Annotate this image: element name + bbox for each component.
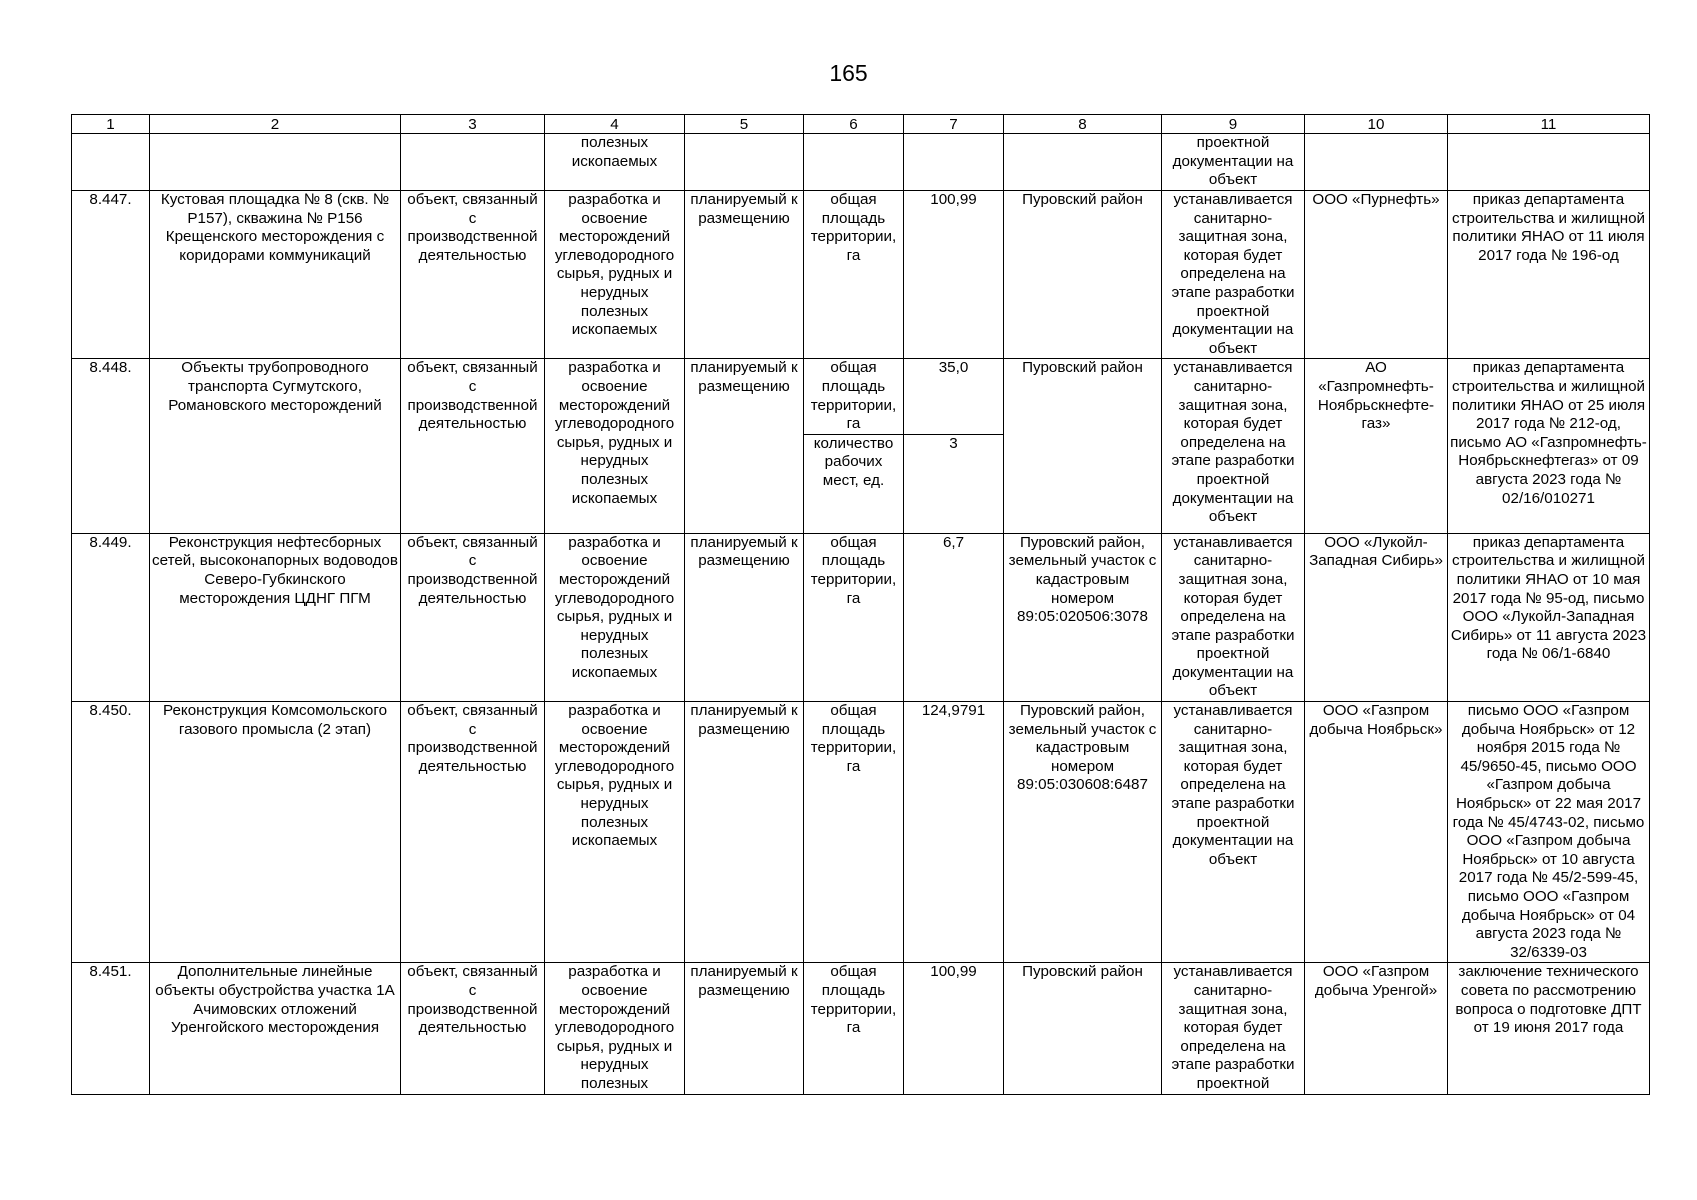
column-header: 8 — [1004, 115, 1162, 134]
object-name: Реконструкция нефтесборных сетей, высоконапорных водоводов Северо-Губкинского месторождения ЦДНГ ПГМ — [150, 533, 401, 701]
object-type: объект, связанный с производственной деятельностью — [401, 702, 545, 963]
column-header: 2 — [150, 115, 401, 134]
object-name: Кустовая площадка № 8 (скв. № Р157), скважина № Р156 Крещенского месторождения с коридорами коммуникаций — [150, 191, 401, 359]
column-header: 5 — [685, 115, 804, 134]
characteristic-value: 35,0 — [904, 359, 1004, 434]
row-number: 8.451. — [72, 963, 150, 1094]
basis-document: приказ департамента строительства и жилищной политики ЯНАО от 11 июля 2017 года № 196-од — [1448, 191, 1650, 359]
characteristic-value: 124,9791 — [904, 702, 1004, 963]
zone-description: устанавливается санитарно-защитная зона, которая будет определена на этапе разработки проектной документации на объект — [1162, 702, 1305, 963]
zone-description: устанавливается санитарно-защитная зона, которая будет определена на этапе разработки проектной документации на объект — [1162, 359, 1305, 533]
object-name: Реконструкция Комсомольского газового промысла (2 этап) — [150, 702, 401, 963]
table-cell — [401, 134, 545, 191]
characteristic-name: общая площадь территории, га — [804, 191, 904, 359]
column-number-row — [72, 115, 1650, 134]
row-number: 8.449. — [72, 533, 150, 701]
object-name: Дополнительные линейные объекты обустройства участка 1А Ачимовских отложений Уренгойского месторождения — [150, 963, 401, 1094]
zone-description: устанавливается санитарно-защитная зона, которая будет определена на этапе разработки проектной — [1162, 963, 1305, 1094]
characteristic-name: общая площадь территории, га — [804, 963, 904, 1094]
object-purpose: разработка и освоение месторождений углеводородного сырья, рудных и нерудных полезных ископаемых — [545, 191, 685, 359]
table-row — [72, 191, 1650, 359]
object-status: планируемый к размещению — [685, 191, 804, 359]
table-row — [72, 702, 1650, 963]
basis-document: приказ департамента строительства и жилищной политики ЯНАО от 10 мая 2017 года № 95-од, письмо ООО «Лукойл-Западная Сибирь» от 11 августа 2023 года № 06/1-6840 — [1448, 533, 1650, 701]
object-location: Пуровский район — [1004, 963, 1162, 1094]
characteristic-value-2: 3 — [904, 434, 1004, 533]
zone-description: устанавливается санитарно-защитная зона, которая будет определена на этапе разработки проектной документации на объект — [1162, 191, 1305, 359]
column-header: 10 — [1305, 115, 1448, 134]
table-cell — [150, 134, 401, 191]
row-number: 8.447. — [72, 191, 150, 359]
basis-document: заключение технического совета по рассмотрению вопроса о подготовке ДПТ от 19 июня 2017 года — [1448, 963, 1650, 1094]
table-cell — [804, 134, 904, 191]
organization: ООО «Пурнефть» — [1305, 191, 1448, 359]
basis-document: письмо ООО «Газпром добыча Ноябрьск» от 12 ноября 2015 года № 45/9650-45, письмо ООО «Газпром добыча Ноябрьск» от 22 мая 2017 года № 45/4743-02, письмо ООО «Газпром добыча Ноябрьск» от 10 августа 2017 года № 45/2-599-45, письмо ООО «Газпром добыча Ноябрьск» от 04 августа 2023 года № 32/6339-03 — [1448, 702, 1650, 963]
column-header: 4 — [545, 115, 685, 134]
organization: ООО «Газпром добыча Ноябрьск» — [1305, 702, 1448, 963]
objects-table — [71, 114, 1650, 1095]
object-location: Пуровский район — [1004, 359, 1162, 533]
column-header: 1 — [72, 115, 150, 134]
table-cell — [904, 134, 1004, 191]
table-cell — [685, 134, 804, 191]
table-row — [72, 963, 1650, 1094]
characteristic-name: общая площадь территории, га — [804, 702, 904, 963]
characteristic-name: общая площадь территории, га — [804, 359, 904, 434]
object-status: планируемый к размещению — [685, 702, 804, 963]
page-number: 165 — [829, 60, 868, 86]
object-purpose: разработка и освоение месторождений углеводородного сырья, рудных и нерудных полезных — [545, 963, 685, 1094]
table-cell — [1004, 134, 1162, 191]
characteristic-name-2: количество рабочих мест, ед. — [804, 434, 904, 533]
zone-description: устанавливается санитарно-защитная зона, которая будет определена на этапе разработки проектной документации на объект — [1162, 533, 1305, 701]
characteristic-name: общая площадь территории, га — [804, 533, 904, 701]
column-header: 6 — [804, 115, 904, 134]
organization: АО «Газпромнефть-Ноябрьскнефте-газ» — [1305, 359, 1448, 533]
table-row — [72, 533, 1650, 701]
column-header: 9 — [1162, 115, 1305, 134]
table-cell — [1448, 134, 1650, 191]
object-type: объект, связанный с производственной деятельностью — [401, 963, 545, 1094]
object-location: Пуровский район — [1004, 191, 1162, 359]
continuation-row — [72, 134, 1650, 191]
purpose-cell: полезных ископаемых — [545, 134, 685, 191]
object-purpose: разработка и освоение месторождений углеводородного сырья, рудных и нерудных полезных ископаемых — [545, 702, 685, 963]
object-status: планируемый к размещению — [685, 533, 804, 701]
characteristic-value: 100,99 — [904, 191, 1004, 359]
table-row — [72, 359, 1650, 434]
object-status: планируемый к размещению — [685, 963, 804, 1094]
row-number: 8.448. — [72, 359, 150, 533]
object-name: Объекты трубопроводного транспорта Сугмутского, Романовского месторождений — [150, 359, 401, 533]
object-type: объект, связанный с производственной деятельностью — [401, 359, 545, 533]
organization: ООО «Лукойл-Западная Сибирь» — [1305, 533, 1448, 701]
table-cell — [1305, 134, 1448, 191]
object-type: объект, связанный с производственной деятельностью — [401, 191, 545, 359]
column-header: 3 — [401, 115, 545, 134]
object-type: объект, связанный с производственной деятельностью — [401, 533, 545, 701]
row-number: 8.450. — [72, 702, 150, 963]
column-header: 7 — [904, 115, 1004, 134]
basis-document: приказ департамента строительства и жилищной политики ЯНАО от 25 июля 2017 года № 212-од, письмо АО «Газпромнефть-Ноябрьскнефтегаз» от 09 августа 2023 года № 02/16/010271 — [1448, 359, 1650, 533]
zone-cell: проектной документации на объект — [1162, 134, 1305, 191]
object-purpose: разработка и освоение месторождений углеводородного сырья, рудных и нерудных полезных ископаемых — [545, 533, 685, 701]
object-location: Пуровский район, земельный участок с кадастровым номером 89:05:030608:6487 — [1004, 702, 1162, 963]
characteristic-value: 100,99 — [904, 963, 1004, 1094]
object-status: планируемый к размещению — [685, 359, 804, 533]
organization: ООО «Газпром добыча Уренгой» — [1305, 963, 1448, 1094]
characteristic-value: 6,7 — [904, 533, 1004, 701]
object-purpose: разработка и освоение месторождений углеводородного сырья, рудных и нерудных полезных ископаемых — [545, 359, 685, 533]
table-cell — [72, 134, 150, 191]
object-location: Пуровский район, земельный участок с кадастровым номером 89:05:020506:3078 — [1004, 533, 1162, 701]
column-header: 11 — [1448, 115, 1650, 134]
